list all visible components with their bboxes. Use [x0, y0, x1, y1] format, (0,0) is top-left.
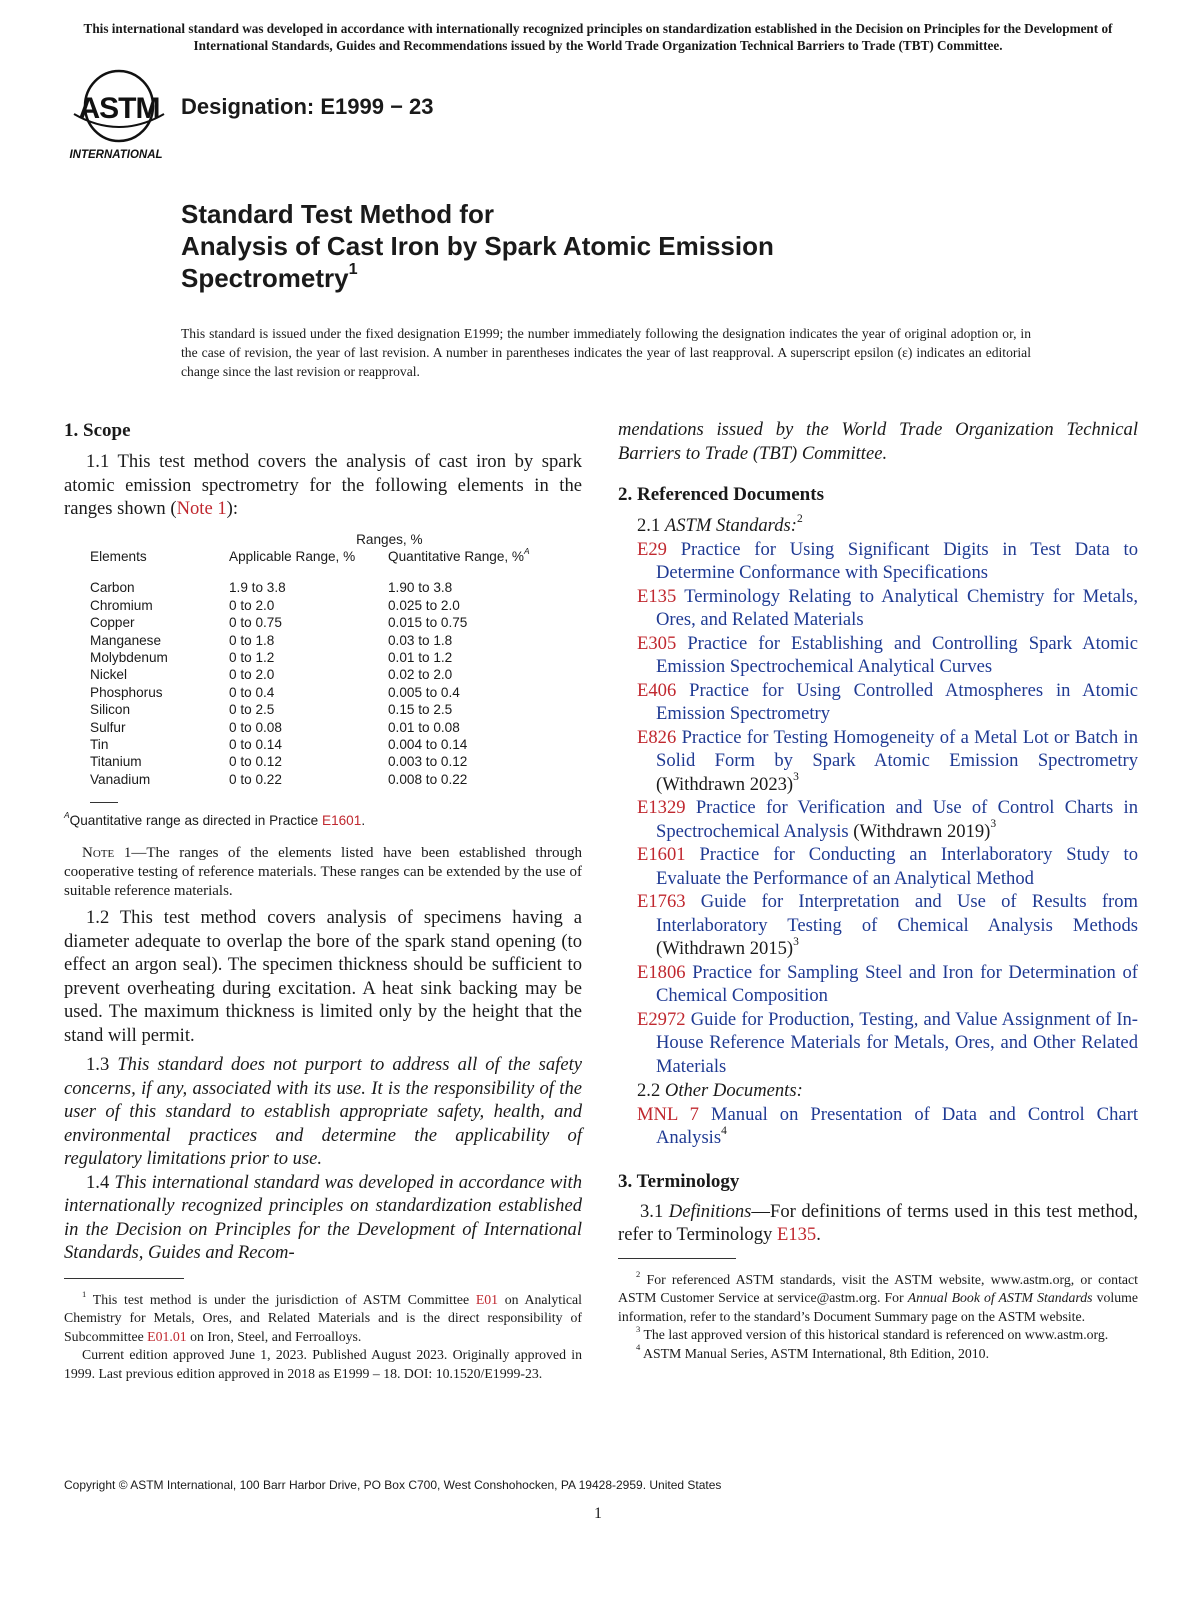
reference-item	[618, 679, 1138, 726]
reference-title-link[interactable]: Terminology Relating to Analytical Chemistry for Metals, Ores, and Related Materials	[656, 585, 1138, 630]
logo-text: ASTM	[78, 92, 160, 125]
table-row	[90, 614, 530, 631]
footnote-2: $^2$ For referenced ASTM standards, visit the ASTM website, www.astm.org, or contact ASTM Customer Service at service@astm.org. For Annual Book of ASTM Standards volume information, refer to the standard’s Document Summary page on the ASTM website.	[618, 1268, 1138, 1324]
table-cell: 0 to 1.8	[229, 632, 275, 648]
footnote-1-edition: Current edition approved June 1, 2023. Published August 2023. Originally approved in 1999. Last previous edition approved in 2018 as E1999 – 18. DOI: 10.1520/E1999-23.	[64, 1347, 582, 1381]
reference-item	[618, 796, 1138, 843]
table-cell: Chromium	[90, 597, 153, 613]
table-cell: 0 to 0.4	[229, 684, 275, 700]
reference-code-link[interactable]: E1806	[637, 961, 686, 983]
paragraph-3-1: 3.1 Definitions—For definitions of terms used in this test method, refer to Terminology E135.	[618, 1200, 1138, 1245]
paragraph-1-2: 1.2 This test method covers analysis of specimens having a diameter adequate to overlap the bore of the spark stand opening (to effect an argon seal). The specimen thickness should be sufficient to prevent overheating during excitation. A heat sink backing may be used. The maximum thickness is limited only by the height that the stand will permit.	[64, 907, 582, 1046]
table-cell: 0.01 to 1.2	[388, 649, 453, 665]
table-cell: 0 to 1.2	[229, 649, 275, 665]
table-footnote: $^A$Quantitative range as directed in Practice E1601.	[64, 809, 366, 829]
table-cell: Silicon	[90, 702, 131, 718]
reference-item	[618, 1008, 1138, 1079]
e01-link[interactable]: E01	[475, 1292, 499, 1307]
table-cell: 0.008 to 0.22	[388, 771, 468, 787]
table-cell: Copper	[90, 615, 135, 631]
table-cell: 0 to 2.0	[229, 597, 275, 613]
table-cell: 0.15 to 2.5	[388, 702, 453, 718]
paragraph-1-1: 1.1 This test method covers the analysis of cast iron by spark atomic emission spectrometry for the following elements in the ranges shown (Note 1):	[64, 451, 582, 519]
right-column	[618, 418, 1138, 1247]
table-cell: 0.02 to 2.0	[388, 667, 453, 683]
footnotes-right	[618, 1258, 1138, 1363]
reference-status: (Withdrawn 2015)	[656, 938, 794, 959]
logo-sub: INTERNATIONAL	[69, 149, 163, 161]
table-row	[90, 719, 530, 736]
table-cell: 0.025 to 2.0	[388, 597, 460, 613]
table-cell: 0.004 to 0.14	[388, 736, 468, 752]
ranges-table: Ranges, % Elements Applicable Range, % Quantitative Range, %$^A$ Carbon 1.9 to 3.8 1.90 to 3.8 Chromium 0 to 2.0 0.025 to 2.0 Copper 0 to 0.75 0.015 to 0.75 Manganese 0 to 1.8 0.03 to 1.8 Molybdenum 0 to 1.2 0.01 to 1.2 Nickel 0 to 2.0 0.02 to 2.0 Phosphorus 0 to 0.4 0.005 to 0.4 Silicon 0 to 2.5 0.15 to 2.5 Sulfur 0 to 0.08 0.01 to 0.08 Tin 0 to 0.14 0.004 to 0.14 Titanium 0 to 0.12 0.003 to 0.12 Vanadium 0 to 0.22 0.008 to 0.22	[90, 531, 530, 787]
references-list	[618, 538, 1138, 1079]
paragraph-1-3: 1.3 This standard does not purport to address all of the safety concerns, if any, associated with its use. It is the responsibility of the user of this standard to establish appropriate safety, health, and environmental practices and determine the applicability of regulatory limitations prior to use.	[64, 1054, 583, 1170]
table-cell: Manganese	[90, 632, 162, 648]
table-cell: Molybdenum	[90, 649, 168, 665]
mnl7-link[interactable]: MNL 7	[637, 1103, 699, 1125]
reference-item	[618, 726, 1138, 797]
footnote-1: $^1$ This test method is under the jurisdiction of ASTM Committee E01 on Analytical Chemistry for Metals, Ores, and Related Materials and is the direct responsibility of Subcommittee E01.01 on Iron, Steel, and Ferroalloys.	[64, 1288, 583, 1344]
reference-item	[618, 890, 1138, 961]
footnote-4: $^4$ ASTM Manual Series, ASTM International, 8th Edition, 2010.	[636, 1342, 990, 1361]
table-cell: 0 to 2.5	[229, 702, 275, 718]
table-row	[90, 736, 530, 753]
designation: Designation: E1999 − 23	[181, 94, 434, 119]
table-cell: 0 to 0.75	[229, 615, 282, 631]
reference-status: (Withdrawn 2019)	[848, 820, 991, 842]
reference-item	[618, 585, 1138, 632]
reference-title-link[interactable]: Practice for Sampling Steel and Iron for Determination of Chemical Composition	[656, 961, 1138, 1006]
paragraph-1-4-continued: mendations issued by the World Trade Organization Technical Barriers to Trade (TBT) Committee.	[618, 419, 1138, 464]
astm-logo	[64, 66, 174, 166]
table-row	[90, 632, 530, 649]
reference-item	[618, 843, 1138, 890]
reference-mnl7: MNL 7 Manual on Presentation of Data and Control Chart Analysis$^4$	[637, 1103, 1138, 1148]
table-row	[90, 666, 530, 683]
reference-code-link[interactable]: E1601	[637, 844, 686, 865]
reference-code-link[interactable]: E2972	[637, 1008, 686, 1030]
reference-code-link[interactable]: E826	[637, 726, 677, 748]
reference-title-link[interactable]: Practice for Using Significant Digits in Test Data to Determine Conformance with Specifications	[656, 538, 1138, 583]
table-cell: Tin	[90, 736, 109, 752]
table-cell: 0 to 0.14	[229, 736, 282, 752]
section-scope-heading: 1. Scope	[64, 420, 131, 441]
reference-code-link[interactable]: E1763	[637, 891, 686, 912]
table-cell: 0.03 to 1.8	[388, 632, 453, 648]
e135-link[interactable]: E135	[776, 1224, 817, 1245]
table-cell: 0.005 to 0.4	[388, 684, 460, 700]
e1601-link[interactable]: E1601	[322, 813, 362, 829]
table-cell: 0 to 0.22	[229, 771, 282, 787]
table-cell: 0.003 to 0.12	[388, 754, 468, 770]
other-documents-label: 2.2 Other Documents:	[637, 1080, 803, 1101]
table-row	[90, 771, 530, 788]
table-row	[90, 597, 530, 614]
table-cell: 1.90 to 3.8	[388, 580, 453, 596]
table-cell: 0 to 0.12	[229, 754, 282, 770]
paragraph-1-4: 1.4 This international standard was developed in accordance with internationally recognized principles on standardization established in the Decision on Principles for the Development of International Standards, Guides and Recom-	[64, 1171, 583, 1264]
note-1: Note 1—The ranges of the elements listed have been established through cooperative testing of reference materials. These ranges can be extended by the use of suitable reference materials.	[64, 845, 582, 900]
reference-item	[618, 632, 1138, 679]
reference-title-link[interactable]: Practice for Establishing and Controlling Spark Atomic Emission Spectrochemical Analytical Curves	[656, 632, 1138, 677]
table-row	[90, 753, 530, 770]
note-1-link[interactable]: Note 1	[176, 498, 227, 519]
section-referenced-heading: 2. Referenced Documents	[618, 484, 824, 505]
page-number: 1	[594, 1505, 602, 1522]
section-terminology-heading: 3. Terminology	[618, 1170, 740, 1192]
reference-status: (Withdrawn 2023)	[656, 773, 794, 795]
table-cell: Titanium	[90, 754, 142, 770]
footnote-rule	[64, 1278, 184, 1279]
reference-code-link[interactable]: E29	[637, 538, 667, 560]
reference-footnote-mark: 3	[793, 935, 799, 948]
reference-footnote-mark: 3	[793, 771, 799, 784]
footnotes-left	[64, 1278, 582, 1383]
table-cell: 0.015 to 0.75	[388, 615, 468, 631]
table-cell: 0.01 to 0.08	[388, 719, 460, 735]
left-column	[64, 418, 582, 1265]
top-notice: This international standard was developed in accordance with internationally recognized principles on standardization established in the Decision on Principles for the Development of International Standards, Guides and Recommendations issued by the World Trade Organization Technical Barriers to Trade (TBT) Committee.	[83, 21, 1113, 53]
copyright: Copyright © ASTM International, 100 Barr Harbor Drive, PO Box C700, West Conshohocken, PA 19428-2959. United States	[64, 1478, 722, 1492]
table-cell: Nickel	[90, 667, 128, 683]
table-cell: Sulfur	[90, 719, 126, 735]
reference-code-link[interactable]: E406	[637, 679, 677, 701]
table-row	[90, 579, 530, 596]
reference-title-link[interactable]: Practice for Verification and Use of Control Charts in Spectrochemical Analysis	[656, 797, 1138, 842]
table-row	[90, 649, 530, 666]
document-title: Standard Test Method for Analysis of Cast Iron by Spark Atomic Emission Spectrometry$^1$	[181, 199, 774, 293]
reference-title-link[interactable]: Practice for Conducting an Interlaboratory Study to Evaluate the Performance of an Analytical Method	[656, 844, 1138, 889]
table-cell: Carbon	[90, 580, 135, 596]
table-cell: Phosphorus	[90, 684, 163, 700]
reference-code-link[interactable]: E1329	[637, 797, 686, 818]
reference-footnote-mark: 3	[990, 818, 997, 831]
reference-code-link[interactable]: E135	[637, 585, 677, 607]
reference-code-link[interactable]: E305	[637, 632, 677, 654]
reference-item	[618, 961, 1138, 1008]
intro-paragraph: This standard is issued under the fixed designation E1999; the number immediately following the designation indicates the year of original adoption or, in the case of revision, the year of last revision. A number in parentheses indicates the year of last reapproval. A superscript epsilon (ε) indicates an editorial change since the last revision or reapproval.	[181, 326, 1031, 379]
table-cell: 0 to 0.08	[229, 719, 282, 735]
table-cell: 0 to 2.0	[229, 667, 275, 683]
table-cell: Vanadium	[90, 771, 151, 787]
footnote-rule	[618, 1258, 736, 1259]
table-row	[90, 701, 530, 718]
e01-01-link[interactable]: E01.01	[147, 1328, 187, 1344]
reference-title-link[interactable]: Practice for Testing Homogeneity of a Metal Lot or Batch in Solid Form by Spark Atomic Emission Spectrometry	[656, 726, 1138, 771]
astm-standards-label: 2.1 ASTM Standards:$^2$	[637, 512, 803, 536]
reference-title-link[interactable]: Guide for Interpretation and Use of Results from Interlaboratory Testing of Chemical Analysis Methods	[656, 891, 1138, 936]
table-cell: 1.9 to 3.8	[229, 580, 286, 596]
reference-title-link[interactable]: Practice for Using Controlled Atmospheres in Atomic Emission Spectrometry	[656, 679, 1139, 724]
table-row	[90, 684, 530, 701]
reference-title-link[interactable]: Guide for Production, Testing, and Value Assignment of In-House Reference Materials for Metals, Ores, and Other Related Materials	[656, 1008, 1139, 1077]
reference-item	[618, 538, 1138, 585]
footnote-3: $^3$ The last approved version of this historical standard is referenced on www.astm.org.	[636, 1323, 1109, 1343]
